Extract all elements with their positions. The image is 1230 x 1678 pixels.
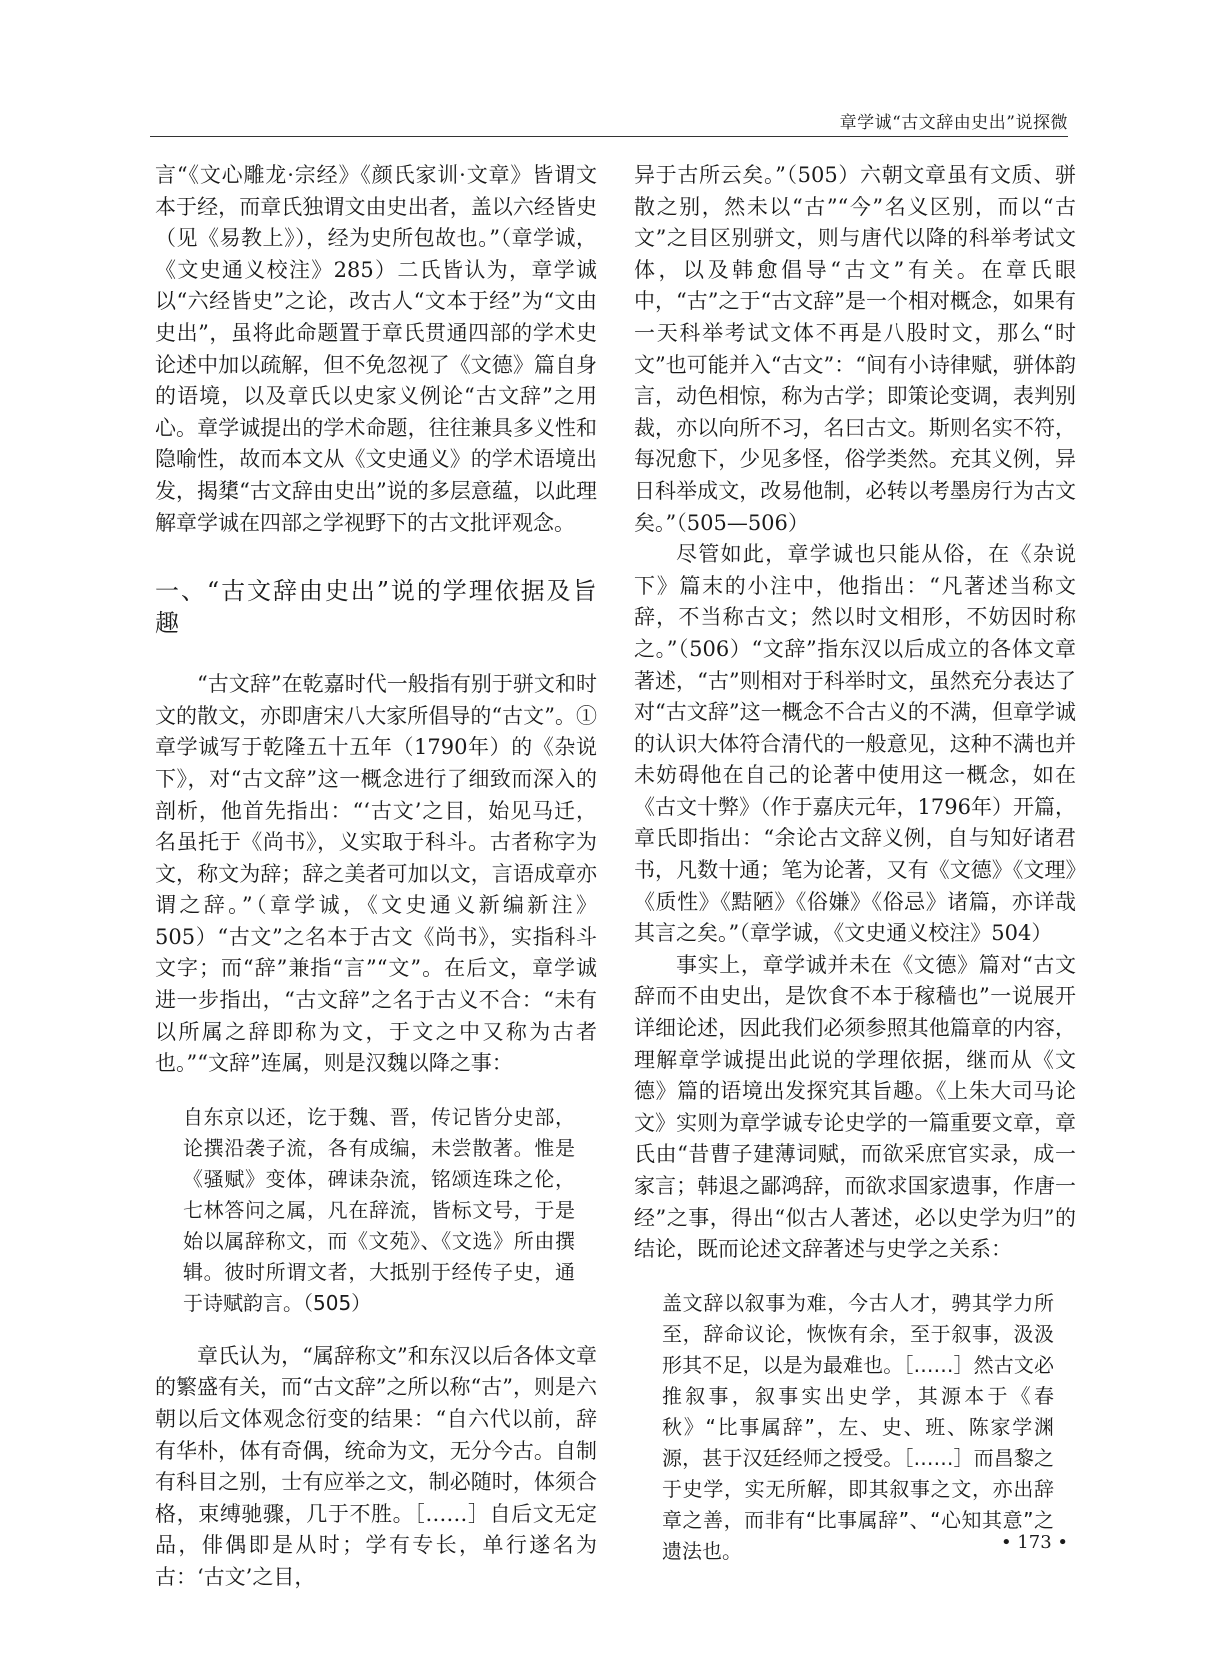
running-title: 章学诚“古文辞由史出”说探微: [839, 113, 1068, 133]
body-paragraph: 异于古所云矣。”（505）六朝文章虽有文质、骈散之别，然未以“古”“今”名义区别，而以“古文”之目区别骈文，则与唐代以降的科举考试文体，以及韩愈倡导“古文”有关。在章氏眼中，“古”之于“古文辞”是一个相对概念，如果有一天科举考试文体不再是八股时文，那么“时文”也可能并入“古文”：“间有小诗律赋，骈体韵言，动色相惊，称为古学；即策论变调，表判别裁，亦以向所不习，名曰古文。斯则名实不符，每况愈下，少见多怪，俗学类然。充其义例，异日科举成文，改易他制，必转以考墨房行为古文矣。”（505—506）: [634, 163, 1076, 535]
body-paragraph: “古文辞”在乾嘉时代一般指有别于骈文和时文的散文，亦即唐宋八大家所倡导的“古文”。①章学诚写于乾隆五十五年（1790年）的《杂说下》，对“古文辞”这一概念进行了细致而深入的剖析，他首先指出：“‘古文’之目，始见马迁，名虽托于《尚书》，义实取于科斗。古者称字为文，称文为辞；辞之美者可加以文，言语成章亦谓之辞。”（章学诚，《文史通义新编新注》505）“古文”之名本于古文《尚书》，实指科斗文字；而“辞”兼指“言”“文”。在后文，章学诚进一步指出，“古文辞”之名于古义不合：“未有以所属之辞即称为文，于文之中又称为古者也。”“文辞”连属，则是汉魏以降之事：: [155, 672, 597, 1076]
right-column: [634, 160, 1076, 1589]
body-paragraph: 言“《文心雕龙·宗经》《颜氏家训·文章》皆谓文本于经，而章氏独谓文由史出者，盖以六经皆史（见《易教上》），经为史所包故也。”（章学诚，《文史通义校注》285）二氏皆认为，章学诚以“六经皆史”之论，改古人“文本于经”为“文由史出”，虽将此命题置于章氏贯通四部的学术史论述中加以疏解，但不免忽视了《文德》篇自身的语境，以及章氏以史家义例论“古文辞”之用心。章学诚提出的学术命题，往往兼具多义性和隐喻性，故而本文从《文史通义》的学术语境出发，揭橥“古文辞由史出”说的多层意蕴，以此理解章学诚在四部之学视野下的古文批评观念。: [155, 163, 597, 535]
block-quote: 盖文辞以叙事为难，今古人才，骋其学力所至，辞命议论，恢恢有余，至于叙事，汲汲形其不足，以是为最难也。［……］然古文必推叙事，叙事实出史学，其源本于《春秋》“比事属辞”，左、史、班、陈家学渊源，甚于汉廷经师之授受。［……］而昌黎之于史学，实无所解，即其叙事之文，亦出辞章之善，而非有“比事属辞”、“心知其意”之遗法也。: [662, 1290, 1054, 1563]
page-number: • 173 •: [1000, 1532, 1068, 1553]
section-heading: 一、“古文辞由史出”说的学理依据及旨趣: [155, 577, 597, 638]
body-paragraph: 尽管如此，章学诚也只能从俗，在《杂说下》篇末的小注中，他指出：“凡著述当称文辞，不当称古文；然以时文相形，不妨因时称之。”（506）“文辞”指东汉以后成立的各体文章著述，“古”则相对于科举时文，虽然充分表达了对“古文辞”这一概念不合古义的不满，但章学诚的认识大体符合清代的一般意见，这种不满也并未妨碍他在自己的论著中使用这一概念，如在《古文十弊》（作于嘉庆元年，1796年）开篇，章氏即指出：“余论古文辞义例，自与知好诸君书，凡数十通；笔为论著，又有《文德》《文理》《质性》《黠陋》《俗嫌》《俗忌》诸篇，亦详哉其言之矣。”（章学诚，《文史通义校注》504）: [634, 542, 1076, 946]
header-rule: [150, 136, 1068, 137]
block-quote: 自东京以还，讫于魏、晋，传记皆分史部，论撰沿袭子流，各有成编，未尝散著。惟是《骚赋》变体，碑诔杂流，铭颂连珠之伦，七林答问之属，凡在辞流，皆标文号，于是始以属辞称文，而《文苑》、《文选》所由撰辑。彼时所谓文者，大抵别于经传子史，通于诗赋韵言。（505）: [183, 1104, 575, 1315]
body-paragraph: 事实上，章学诚并未在《文德》篇对“古文辞而不由史出，是饮食不本于稼穑也”一说展开详细论述，因此我们必须参照其他篇章的内容，理解章学诚提出此说的学理依据，继而从《文德》篇的语境出发探究其旨趣。《上朱大司马论文》实则为章学诚专论史学的一篇重要文章，章氏由“昔曹子建薄词赋，而欲采庶官实录，成一家言；韩退之鄙鸿辞，而欲求国家遗事，作唐一经”之事，得出“似古人著述，必以史学为归”的结论，既而论述文辞著述与史学之关系：: [634, 952, 1076, 1262]
body-paragraph: 章氏认为，“属辞称文”和东汉以后各体文章的繁盛有关，而“古文辞”之所以称“古”，则是六朝以后文体观念衍变的结果：“自六代以前，辞有华朴，体有奇偶，统命为文，无分今古。自制有科目之别，士有应举之文，制必随时，体须合格，束缚驰骤，几于不胜。［……］自后文无定品，俳偶即是从时；学有专长，单行遂名为古：‘古文’之目，: [155, 1343, 597, 1589]
left-column: [155, 160, 597, 1594]
